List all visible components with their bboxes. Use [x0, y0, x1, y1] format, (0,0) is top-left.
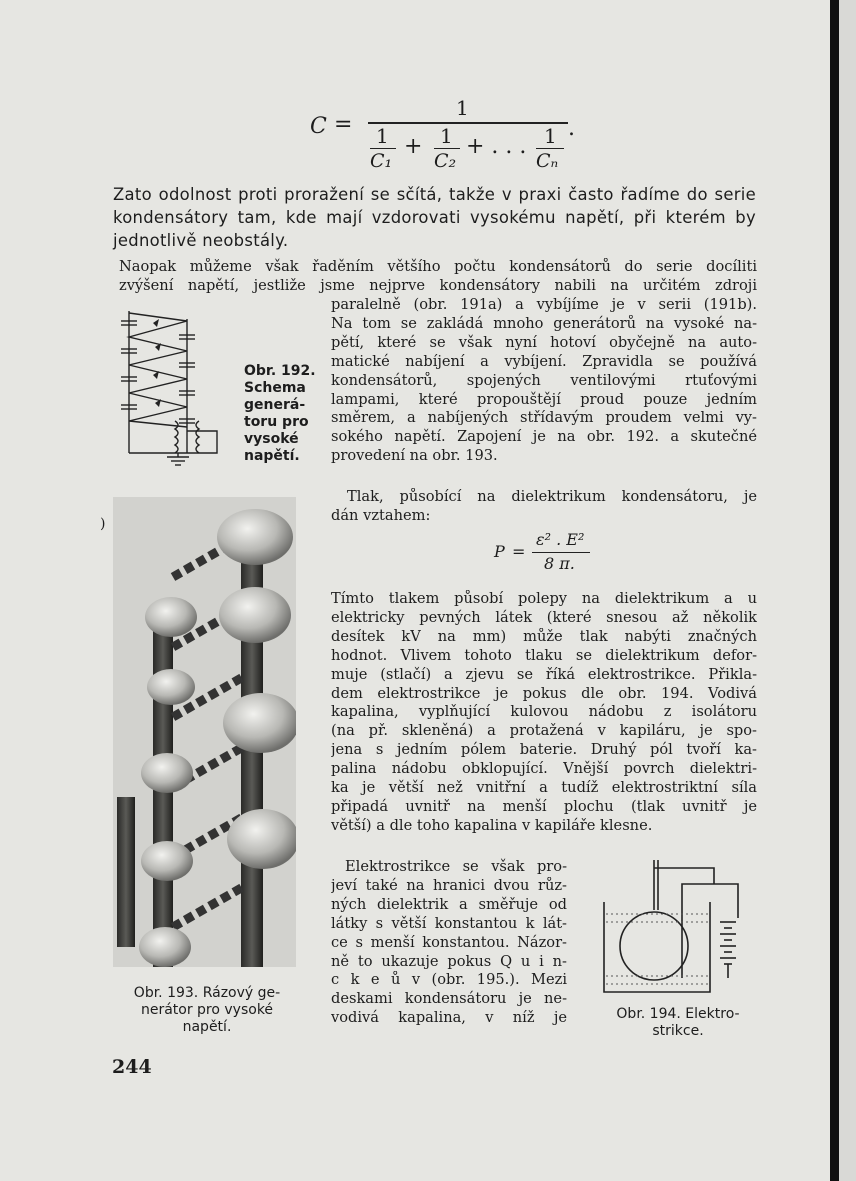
- text-line: deskami kondensátoru je ne-: [331, 990, 567, 1008]
- fig193-photo: [113, 497, 296, 967]
- text-line: Tímto tlakem působí polepy na dielektrikum a u: [331, 590, 757, 607]
- text-line: elektricky pevných látek (které snesou až několik: [331, 608, 757, 626]
- text-line: ka je větší než vnitřní a tudíž elektrostriktní síla: [331, 779, 757, 797]
- formula-period: .: [568, 116, 575, 141]
- term2-den: C₂: [434, 150, 457, 172]
- fig194-caption: [588, 1006, 768, 1040]
- plus-dots: + . . .: [466, 134, 527, 159]
- page-number: 244: [112, 1056, 152, 1078]
- fig192-caption: [244, 363, 324, 465]
- page-edge-shadow: [830, 0, 839, 1181]
- text-line: kondensátorů, spojených ventilovými rtuťovými: [331, 371, 757, 389]
- formula-equals: =: [334, 112, 353, 137]
- text-line: jena s jedním pólem baterie. Druhý pól tvoří ka-: [331, 741, 757, 759]
- text-line: desítek kV na mm) může tlak nabýti značných: [331, 627, 757, 645]
- capacitance-formula: [310, 98, 590, 178]
- text-line: Elektrostrikce se však pro-: [345, 858, 567, 875]
- fig193-caption: [112, 985, 302, 1036]
- text-line: větší) a dle toho kapalina v kapiláře klesne.: [331, 816, 653, 834]
- text-line: připadá uvnitř na menší plochu (tlak uvnitř je: [331, 797, 757, 815]
- text-line: látky s větší konstantou k lát-: [331, 914, 567, 932]
- text-line: Tlak, působící na dielektrikum kondensátoru, je: [347, 488, 757, 505]
- text-line: paralelně (obr. 191a) a vybíjíme je v serii (191b).: [331, 296, 757, 313]
- text-line: hodnot. Vlivem tohoto tlaku se dielektrikum defor-: [331, 646, 757, 664]
- paragraph-3: [331, 590, 757, 836]
- caption-line: napětí.: [244, 448, 300, 464]
- pressure-equals: =: [512, 542, 526, 561]
- formula-numerator: 1: [456, 96, 469, 120]
- caption-line: vysoké: [244, 431, 299, 447]
- term1-den: C₁: [370, 150, 393, 172]
- text-line: lampami, které propouštějí proud pouze jedním: [331, 390, 757, 408]
- fraction-bar: [368, 122, 568, 124]
- plus-1: +: [404, 134, 423, 159]
- pressure-numerator: ε² . E²: [536, 530, 585, 549]
- text-line: Naopak můžeme však řaděním většího počtu kondensátorů do serie docíliti: [119, 258, 757, 275]
- text-line: sokého napětí. Zapojení je na obr. 192. a skutečné: [331, 428, 757, 446]
- formula-lhs: C: [310, 114, 327, 139]
- margin-mark: ): [100, 516, 106, 532]
- caption-line: generá-: [244, 397, 306, 413]
- caption-line: Schema: [244, 380, 306, 396]
- text-line: Na tom se zakládá mnoho generátorů na vysoké na-: [331, 314, 757, 332]
- caption-line: nerátor pro vysoké: [140, 1002, 274, 1018]
- next-page-margin: [839, 0, 856, 1181]
- paragraph-1-full: [119, 258, 757, 296]
- text-line: dem elektrostrikce je pokus dle obr. 194. Vodivá: [331, 684, 757, 702]
- caption-line: napětí.: [182, 1019, 232, 1035]
- paragraph-2: [331, 488, 757, 526]
- text-line: c k e ů v (obr. 195.). Mezi: [331, 971, 567, 989]
- impulse-generator-image: [113, 497, 296, 967]
- termn-den: Cₙ: [536, 150, 559, 172]
- term1-num: 1: [376, 124, 389, 148]
- caption-line: Obr. 192.: [244, 363, 316, 379]
- pressure-denominator: 8 π.: [544, 554, 575, 573]
- text-line: jeví také na hranici dvou růz-: [331, 876, 567, 894]
- fig194-diagram: [598, 858, 758, 998]
- text-line: ce s menší konstantou. Názor-: [331, 933, 567, 951]
- term2-num: 1: [440, 124, 453, 148]
- text-line: ně to ukazuje pokus Q u i n-: [331, 952, 567, 970]
- pressure-lhs: P: [494, 542, 505, 561]
- intro-paragraph: Zato odolnost proti proražení se sčítá, takže v praxi často řadíme do serie kondensátory tam, kde mají vzdorovati vysokému napětí, při kterém by jednotlivě neobstály.: [113, 185, 756, 250]
- caption-line: strikce.: [652, 1023, 704, 1039]
- text-line: směrem, a nabíjených střídavým proudem velmi vy-: [331, 409, 757, 427]
- text-line: ných dielektrik a směřuje od: [331, 895, 567, 913]
- text-line: muje (stlačí) a zjevu se říká elektrostrikce. Přikla-: [331, 665, 757, 683]
- paragraph-1-narrow: [331, 296, 757, 466]
- termn-num: 1: [544, 124, 557, 148]
- text-line: (na př. skleněná) a protažená v kapiláru, je spo-: [331, 722, 757, 740]
- text-line: pětí, které se však nyní hotoví obyčejně na auto-: [331, 333, 757, 351]
- pressure-formula: [494, 530, 604, 580]
- fig192-schematic: [117, 303, 227, 473]
- caption-line: toru pro: [244, 414, 309, 430]
- text-line: matické nabíjení a vybíjení. Zpravidla se používá: [331, 352, 757, 370]
- caption-line: Obr. 194. Elektro-: [616, 1006, 740, 1022]
- paragraph-4: [331, 858, 567, 1028]
- pressure-fraction-bar: [532, 552, 590, 553]
- text-line: provedení na obr. 193.: [331, 447, 498, 465]
- text-line: zvýšení napětí, jestliže jsme nejprve kondensátory nabili na určitém zdroji: [119, 276, 757, 294]
- text-line: kapalina, vyplňující kulovou nádobu z isolátoru: [331, 703, 757, 721]
- text-line: dán vztahem:: [331, 506, 431, 524]
- text-line: palina nádobu obklopující. Vnější povrch dielektri-: [331, 760, 757, 778]
- text-line: vodivá kapalina, v níž je: [331, 1009, 567, 1027]
- caption-line: Obr. 193. Rázový ge-: [133, 985, 281, 1001]
